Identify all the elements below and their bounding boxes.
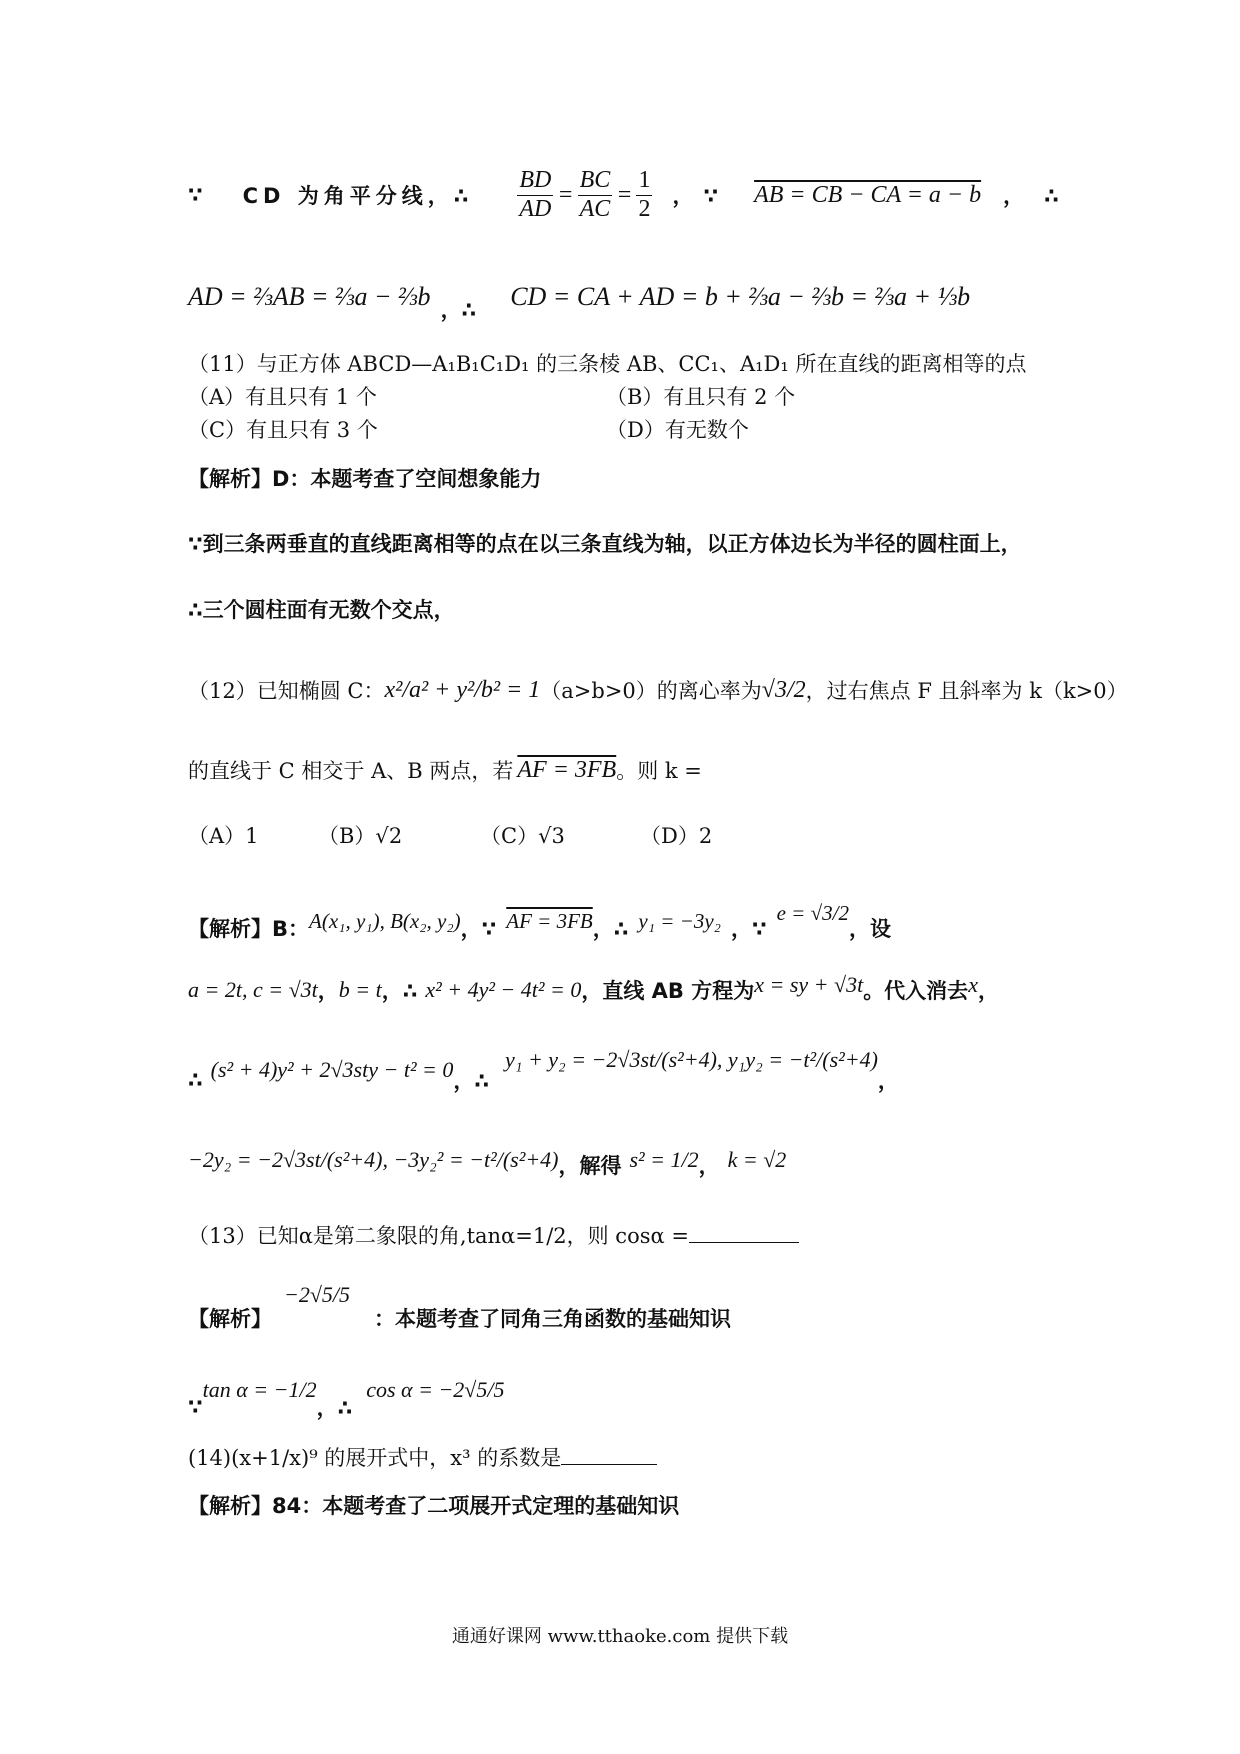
q12-e-value: e = √3/2	[776, 900, 849, 925]
q12-l2: 的直线于 C 相交于 A、B 两点，若	[188, 759, 514, 783]
q12-s-squared: s² = 1/2	[629, 1147, 699, 1172]
q12-a2-sep2: ，∴	[381, 979, 418, 1003]
q13-answer-text: ：本题考查了同角三角函数的基础知识	[374, 1307, 732, 1331]
q14-stem	[188, 1442, 657, 1472]
frac-num: BC	[578, 167, 613, 196]
q12-vieta: y₁ + y₂ = −2√3st/(s²+4), y₁y₂ = −t²/(s²+4)	[505, 1047, 878, 1072]
q13-stem-text: （13）已知α是第二象限的角,tanα=1/2，则 cosα =	[188, 1224, 689, 1248]
q12-a2-sep3: ，直线 AB 方程为	[581, 979, 755, 1003]
ratio-equation: $\frac{BD}{AD}$ = $\frac{BC}{AC}$ = $\frac{1}{2}$	[519, 166, 651, 222]
q11-stem: （11）与正方体 ABCD—A₁B₁C₁D₁ 的三条棱 AB、CC₁、A₁D₁ 所在直线的距离相等的点	[188, 352, 1027, 376]
q12-sep-3: ，∵	[730, 917, 767, 941]
line-1	[188, 150, 1079, 240]
q12-answer-label: 【解析】B：	[188, 917, 310, 941]
q12-option-c: （C）√3	[480, 824, 565, 848]
q13-because: ∵	[188, 1395, 203, 1419]
vector-equation: AB = CB − CA = a − b	[754, 181, 982, 208]
q11-option-b: （B）有且只有 2 个	[606, 385, 796, 409]
q11-option-d: （D）有无数个	[606, 418, 749, 442]
eccentricity: √3/2	[761, 676, 806, 703]
q13-reason	[188, 1355, 504, 1425]
answer-blank	[561, 1446, 657, 1465]
q12-a3-sep1: ，∴	[453, 1069, 490, 1093]
line1-sep: ，∵	[672, 184, 729, 208]
q12-option-a: （A）1	[188, 824, 259, 848]
q12-a2-sep5: ，	[977, 979, 999, 1003]
q11-reason-2: ∴三个圆柱面有无数个交点，	[188, 598, 455, 622]
q12-post: ，过右焦点 F 且斜率为 k（k>0）	[805, 679, 1128, 703]
q12-a4-sep1: ，解得	[558, 1154, 622, 1178]
q13-tan: tan α = −1/2	[202, 1377, 317, 1402]
q13-answer	[188, 1265, 731, 1335]
q12-points: A(x₁, y₁), B(x₂, y₂)	[309, 908, 461, 933]
q12-line2	[188, 755, 702, 785]
q12-x-var: x	[968, 972, 978, 997]
q14-stem-text: (14)(x+1/x)⁹ 的展开式中，x³ 的系数是	[188, 1446, 562, 1470]
q12-a2-sep4: 。代入消去	[863, 979, 969, 1003]
frac-num: BD	[517, 167, 553, 196]
cd-equation: CD = CA + AD = b + ⅔a − ⅔b = ⅔a + ⅓b	[510, 282, 971, 311]
q13-answer-value: −2√5/5	[284, 1282, 351, 1307]
q12-pre: （12）已知椭圆 C：	[188, 679, 385, 703]
answer-blank	[689, 1224, 799, 1243]
q12-ellipse-t: x² + 4y² − 4t² = 0	[425, 977, 582, 1002]
q12-stem	[188, 660, 1128, 720]
line-2	[188, 262, 970, 332]
frac-num: 1	[636, 167, 652, 196]
because-symbol: ∵	[188, 183, 203, 207]
q12-option-d: （D）2	[640, 824, 713, 848]
q13-stem	[188, 1220, 799, 1250]
q12-sep-1: ，∵	[460, 917, 497, 941]
q12-analysis-3	[188, 1040, 899, 1100]
q12-vector: AF = 3FB	[517, 756, 617, 783]
q12-cond: （a>b>0）的离心率为	[540, 679, 762, 703]
q12-b: b = t	[338, 977, 382, 1002]
q13-cos: cos α = −2√5/5	[366, 1377, 505, 1402]
q14-answer: 【解析】84：本题考查了二项展开式定理的基础知识	[188, 1494, 680, 1518]
frac-den: AD	[519, 195, 552, 222]
ad-equation: AD = ⅔AB = ⅔a − ⅔b	[188, 282, 431, 311]
q11-reason-1: ∵到三条两垂直的直线距离相等的点在以三条直线为轴，以正方体边长为半径的圆柱面上，	[188, 532, 1022, 556]
q12-line-eq: x = sy + √3t	[754, 972, 864, 997]
q11-option-c: （C）有且只有 3 个	[188, 418, 378, 442]
q12-sep-4: ，设	[848, 917, 891, 941]
q12-y-relation: y₁ = −3y₂	[638, 908, 721, 933]
q11-answer: 【解析】D：本题考查了空间想象能力	[188, 467, 542, 491]
q12-analysis-1	[188, 900, 891, 956]
q12-vector-cond: AF = 3FB	[506, 908, 593, 933]
line2-mid: ，∴	[440, 298, 477, 322]
q13-answer-label: 【解析】	[188, 1307, 272, 1331]
q12-analysis-4	[188, 1130, 786, 1190]
q12-quadratic: (s² + 4)y² + 2√3sty − t² = 0	[210, 1057, 454, 1082]
q12-analysis-2	[188, 965, 999, 1015]
q12-substitution: −2y₂ = −2√3st/(s²+4), −3y₂² = −t²/(s²+4)	[188, 1147, 559, 1172]
line1-text: CD 为角平分线，∴	[242, 184, 474, 208]
q12-a3-sep0: ∴	[188, 1068, 203, 1092]
q12-a-c: a = 2t, c = √3t	[188, 977, 318, 1002]
ellipse-equation: x²/a² + y²/b² = 1	[384, 676, 541, 703]
frac-den: AC	[579, 195, 611, 222]
q12-a4-sep2: ，	[698, 1154, 720, 1178]
q12-a2-sep1: ，	[317, 979, 339, 1003]
page-footer: 通通好课网 www.tthaoke.com 提供下载	[451, 1626, 789, 1647]
q12-l2b: 。则 k =	[616, 759, 702, 783]
q12-a3-sep2: ，	[877, 1069, 899, 1093]
line1-tail: ，∴	[1003, 184, 1079, 208]
q13-therefore: ，∴	[316, 1396, 353, 1420]
q12-k-value: k = √2	[727, 1147, 787, 1172]
frac-den: 2	[638, 195, 651, 222]
q11-option-a: （A）有且只有 1 个	[188, 385, 377, 409]
q12-option-b: （B）√2	[318, 824, 403, 848]
q12-sep-2: ，∴	[592, 917, 629, 941]
